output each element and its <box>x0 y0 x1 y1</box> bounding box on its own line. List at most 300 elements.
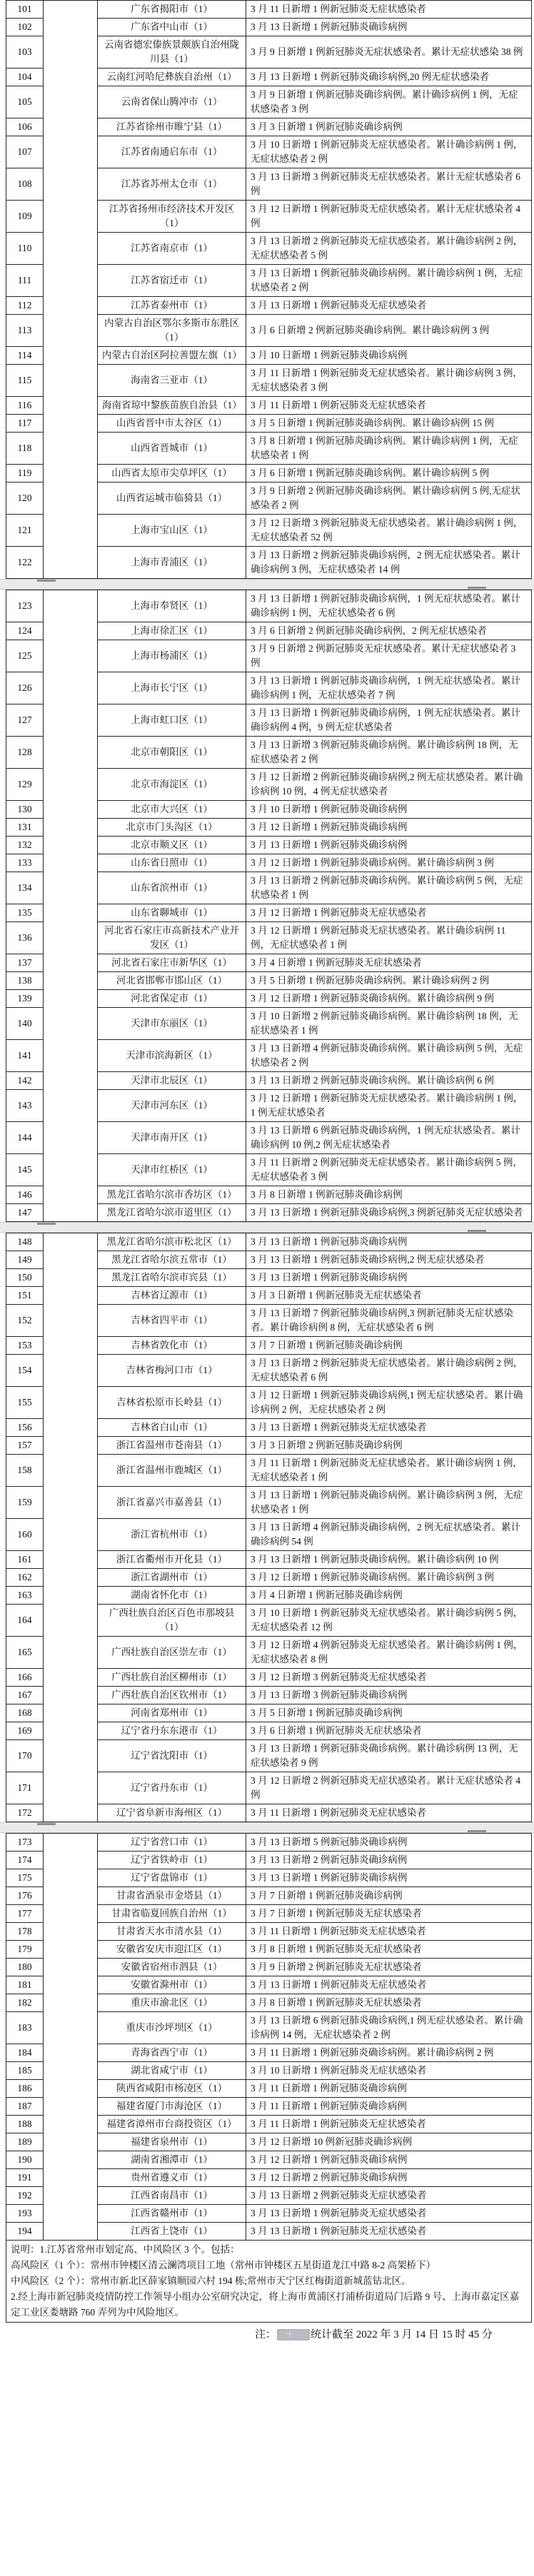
row-number: 122 <box>6 547 44 579</box>
case-description-cell: 3 月 11 日新增 1 例新冠肺炎无症状感染者 <box>246 2116 532 2133</box>
row-number: 177 <box>6 1905 44 1923</box>
region-cell: 安徽省宿州市泗县（1） <box>98 1959 246 1976</box>
region-cell: 北京市顺义区（1） <box>98 837 246 854</box>
region-cell: 辽宁省丹东东港市（1） <box>98 1722 246 1740</box>
row-number: 168 <box>6 1704 44 1722</box>
case-description-cell: 3 月 7 日新增 1 例新冠肺炎确诊病例 <box>246 1337 532 1355</box>
case-description-cell: 3 月 12 日新增 1 例新冠肺炎无症状感染者。累计无症状感染者 4 例 <box>246 201 532 233</box>
page-break-tick-right <box>468 587 486 589</box>
row-number: 137 <box>6 954 44 972</box>
row-number: 187 <box>6 2098 44 2116</box>
row-number: 185 <box>6 2062 44 2080</box>
region-cell: 辽宁省营口市（1） <box>98 1834 246 1852</box>
row-number: 182 <box>6 1994 44 2012</box>
region-cell: 云南省保山腾冲市（1） <box>98 86 246 118</box>
case-description-cell: 3 月 13 日新增 1 例新冠肺炎无症状感染者 <box>246 2223 532 2241</box>
case-description-cell: 3 月 5 日新增 1 例新冠肺炎确诊病例。累计确诊病例 15 例 <box>246 415 532 433</box>
case-description-cell: 3 月 9 日新增 1 例新冠肺炎无症状感染者。累计无症状感染 38 例 <box>246 36 532 69</box>
case-description-cell: 3 月 13 日新增 1 例新冠肺炎确诊病例。累计确诊病例 3 例，无症状感染者 1 例 <box>246 1487 532 1519</box>
region-cell: 黑龙江省哈尔滨五常市（1） <box>98 1251 246 1269</box>
region-cell: 上海市徐汇区（1） <box>98 622 246 640</box>
region-cell: 上海市杨浦区（1） <box>98 640 246 672</box>
row-number: 192 <box>6 2187 44 2205</box>
row-number: 164 <box>6 1605 44 1637</box>
row-number: 134 <box>6 872 44 904</box>
case-description-cell: 3 月 13 日新增 2 例新冠肺炎确诊病例。累计确诊病例 5 例，无症状感染者 1 例 <box>246 872 532 904</box>
region-cell: 浙江省衢州市开化县（1） <box>98 1551 246 1569</box>
region-cell: 河北省石家庄市新华区（1） <box>98 954 246 972</box>
case-description-cell: 3 月 13 日新增 1 例新冠肺炎确诊病例,2 例无症状感染者 <box>246 1251 532 1269</box>
region-cell: 河北省石家庄市高新技术产业开发区（1） <box>98 922 246 954</box>
case-description-cell: 3 月 9 日新增 2 例新冠肺炎无症状感染者。累计无症状感染者 3 例 <box>246 640 532 672</box>
case-description-cell: 3 月 13 日新增 1 例新冠肺炎无症状感染者 <box>246 297 532 315</box>
region-cell: 内蒙古自治区鄂尔多斯市东胜区（1） <box>98 315 246 347</box>
region-cell: 上海市长宁区（1） <box>98 672 246 704</box>
row-number: 190 <box>6 2151 44 2169</box>
case-description-cell: 3 月 12 日新增 2 例新冠肺炎确诊病例 <box>246 2169 532 2187</box>
row-number: 109 <box>6 201 44 233</box>
group-spacer-cell <box>44 1 98 579</box>
case-description-cell: 3 月 12 日新增 3 例新冠肺炎无症状感染者 <box>246 1669 532 1687</box>
row-number: 114 <box>6 347 44 365</box>
region-cell: 天津市东丽区（1） <box>98 1008 246 1040</box>
group-spacer-cell <box>44 1834 98 2241</box>
row-number: 132 <box>6 837 44 854</box>
case-description-cell: 3 月 13 日新增 3 例新冠肺炎确诊病例 <box>246 1687 532 1704</box>
region-cell: 云南省德宏傣族景颇族自治州陇川县（1） <box>98 36 246 69</box>
group-spacer-cell <box>44 1233 98 1822</box>
case-description-cell: 3 月 13 日新增 1 例新冠肺炎无症状感染者 <box>246 2205 532 2223</box>
case-description-cell: 3 月 4 日新增 1 例新冠肺炎无症状感染者 <box>246 954 532 972</box>
region-cell: 黑龙江省哈尔滨市松北区（1） <box>98 1233 246 1251</box>
redaction-patch <box>277 2329 310 2340</box>
case-description-cell: 3 月 12 日新增 10 例新冠肺炎确诊病例 <box>246 2133 532 2151</box>
region-cell: 江苏省南京市（1） <box>98 233 246 265</box>
case-description-cell: 3 月 12 日新增 1 例新冠肺炎确诊病例。累计确诊病例 9 例 <box>246 990 532 1008</box>
case-description-cell: 3 月 13 日新增 3 例新冠肺炎无症状感染者。累计无症状感染者 6 例 <box>246 168 532 201</box>
region-cell: 福建省厦门市海沧区（1） <box>98 2098 246 2116</box>
region-cell: 海南省琼中黎族苗族自治县（1） <box>98 397 246 415</box>
case-description-cell: 3 月 12 日新增 1 例新冠肺炎确诊病例 <box>246 819 532 837</box>
row-number: 127 <box>6 704 44 737</box>
row-number: 145 <box>6 1154 44 1186</box>
case-description-cell: 3 月 7 日新增 1 例新冠肺炎无症状感染者 <box>246 1905 532 1923</box>
row-number: 188 <box>6 2116 44 2133</box>
region-cell: 辽宁省丹东市（1） <box>98 1772 246 1804</box>
row-number: 146 <box>6 1186 44 1204</box>
region-cell: 陕西省咸阳市杨凌区（1） <box>98 2080 246 2098</box>
case-description-cell: 3 月 13 日新增 5 例新冠肺炎确诊病例 <box>246 1834 532 1852</box>
region-cell: 江苏省苏州太仓市（1） <box>98 168 246 201</box>
region-cell: 海南省三亚市（1） <box>98 365 246 397</box>
row-number: 103 <box>6 36 44 69</box>
case-description-cell: 3 月 11 日新增 1 例新冠肺炎无症状感染者 <box>246 397 532 415</box>
row-number: 158 <box>6 1455 44 1487</box>
region-cell: 北京市海淀区（1） <box>98 769 246 801</box>
case-description-cell: 3 月 13 日新增 7 例新冠肺炎确诊病例,3 例新冠肺炎无症状感染者。累计确诊病例 8 例，无症状感染者 6 例 <box>246 1305 532 1337</box>
region-cell: 江苏省南通启东市（1） <box>98 136 246 168</box>
cases-table-section-2 <box>6 590 532 1222</box>
region-cell: 山西省晋城市（1） <box>98 433 246 465</box>
region-cell: 广西壮族自治区柳州市（1） <box>98 1669 246 1687</box>
row-number: 131 <box>6 819 44 837</box>
case-description-cell: 3 月 9 日新增 2 例新冠肺炎确诊病例。累计确诊病例 5 例,无症状感染者 2 例 <box>246 483 532 515</box>
row-number: 155 <box>6 1387 44 1419</box>
case-description-cell: 3 月 13 日新增 2 例新冠肺炎无症状感染者。累计确诊病例 2 例，无症状感染者 5 例 <box>246 233 532 265</box>
region-cell: 青海省西宁市（1） <box>98 2044 246 2062</box>
region-cell: 甘肃省天水市清水县（1） <box>98 1923 246 1941</box>
explanation-notes <box>6 2241 532 2323</box>
row-number: 120 <box>6 483 44 515</box>
case-description-cell: 3 月 8 日新增 1 例新冠肺炎确诊病例 <box>246 1186 532 1204</box>
region-cell: 河南省郑州市（1） <box>98 1704 246 1722</box>
row-number: 162 <box>6 1569 44 1587</box>
row-number: 153 <box>6 1337 44 1355</box>
region-cell: 江苏省宿迁市（1） <box>98 265 246 297</box>
case-description-cell: 3 月 10 日新增 2 例新冠肺炎确诊病例。累计确诊病例 18 例，无症状感染者 1 例 <box>246 1008 532 1040</box>
case-description-cell: 3 月 12 日新增 2 例新冠肺炎无症状感染者。累计无症状感染者 4 例 <box>246 1772 532 1804</box>
row-number: 163 <box>6 1587 44 1605</box>
case-description-cell: 3 月 13 日新增 1 例新冠肺炎确诊病例,3 例新冠肺炎无症状感染者 <box>246 1204 532 1222</box>
page-break-tick-left <box>37 1223 56 1225</box>
case-description-cell: 3 月 12 日新增 1 例新冠肺炎确诊病例,1 例无症状感染者。累计确诊病例 2 例，无症状感染者 2 例 <box>246 1387 532 1419</box>
row-number: 165 <box>6 1637 44 1669</box>
case-description-cell: 3 月 6 日新增 2 例新冠肺炎确诊病例。累计确诊病例 3 例 <box>246 315 532 347</box>
region-cell: 浙江省温州市鹿城区（1） <box>98 1455 246 1487</box>
region-cell: 辽宁省沈阳市（1） <box>98 1740 246 1772</box>
region-cell: 浙江省嘉兴市嘉善县（1） <box>98 1487 246 1519</box>
row-number: 144 <box>6 1122 44 1154</box>
case-description-cell: 3 月 11 日新增 1 例新冠肺炎无症状感染者 <box>246 1 532 19</box>
region-cell: 山东省日照市（1） <box>98 854 246 872</box>
region-cell: 重庆市沙坪坝区（1） <box>98 2012 246 2044</box>
row-number: 138 <box>6 972 44 990</box>
case-description-cell: 3 月 13 日新增 1 例新冠肺炎确诊病例 <box>246 19 532 36</box>
row-number: 174 <box>6 1852 44 1869</box>
case-description-cell: 3 月 7 日新增 1 例新冠肺炎确诊病例 <box>246 1887 532 1905</box>
region-cell: 山西省晋中市太谷区（1） <box>98 415 246 433</box>
row-number: 151 <box>6 1287 44 1305</box>
case-description-cell: 3 月 11 日新增 1 例新冠肺炎无症状感染者。累计确诊病例 1 例，无症状感染者 1 例 <box>246 1455 532 1487</box>
case-description-cell: 3 月 13 日新增 2 例新冠肺炎确诊病例 <box>246 1852 532 1869</box>
case-description-cell: 3 月 11 日新增 1 例新冠肺炎无症状感染者 <box>246 1923 532 1941</box>
row-number: 111 <box>6 265 44 297</box>
case-description-cell: 3 月 13 日新增 1 例新冠肺炎无症状感染者 <box>246 1976 532 1994</box>
case-description-cell: 3 月 10 日新增 1 例新冠肺炎确诊病例 <box>246 347 532 365</box>
row-number: 171 <box>6 1772 44 1804</box>
row-number: 152 <box>6 1305 44 1337</box>
region-cell: 吉林省辽源市（1） <box>98 1287 246 1305</box>
case-description-cell: 3 月 12 日新增 1 例新冠肺炎无症状感染者 <box>246 904 532 922</box>
row-number: 121 <box>6 515 44 547</box>
case-description-cell: 3 月 8 日新增 1 例新冠肺炎无症状感染者 <box>246 1941 532 1959</box>
region-cell: 天津市北辰区（1） <box>98 1072 246 1090</box>
case-description-cell: 3 月 13 日新增 1 例新冠肺炎确诊病例。累计确诊病例 10 例 <box>246 1551 532 1569</box>
row-number: 189 <box>6 2133 44 2151</box>
row-number: 129 <box>6 769 44 801</box>
region-cell: 辽宁省盘锦市（1） <box>98 1869 246 1887</box>
row-number: 176 <box>6 1887 44 1905</box>
case-description-cell: 3 月 10 日新增 1 例新冠肺炎无症状感染者。累计确诊病例 5 例，无症状感染者 12 例 <box>246 1605 532 1637</box>
table-row <box>6 1834 532 1852</box>
case-description-cell: 3 月 13 日新增 1 例新冠肺炎确诊病例，1 例无症状感染者。累计确诊病例 1 例，无症状感染者 6 例 <box>246 590 532 622</box>
case-description-cell: 3 月 13 日新增 1 例新冠肺炎确诊病例 <box>246 1869 532 1887</box>
case-description-cell: 3 月 10 日新增 1 例新冠肺炎确诊病例 <box>246 801 532 819</box>
case-description-cell: 3 月 12 日新增 1 例新冠肺炎确诊病例。累计确诊病例 3 例 <box>246 1569 532 1587</box>
region-cell: 江苏省泰州市（1） <box>98 297 246 315</box>
region-cell: 湖北省咸宁市（1） <box>98 2062 246 2080</box>
row-number: 133 <box>6 854 44 872</box>
case-description-cell: 3 月 13 日新增 1 例新冠肺炎确诊病例。累计确诊病例 13 例，无症状感染者 9 例 <box>246 1740 532 1772</box>
row-number: 184 <box>6 2044 44 2062</box>
region-cell: 北京市大兴区（1） <box>98 801 246 819</box>
case-description-cell: 3 月 13 日新增 1 例新冠肺炎确诊病例。累计确诊病例 1 例，无症状感染者 2 例 <box>246 265 532 297</box>
case-description-cell: 3 月 11 日新增 2 例新冠肺炎无症状感染者。累计确诊病例 5 例，无症状感染者 3 例 <box>246 1154 532 1186</box>
cases-table-section-1 <box>6 0 532 579</box>
row-number: 118 <box>6 433 44 465</box>
row-number: 166 <box>6 1669 44 1687</box>
region-cell: 上海市青浦区（1） <box>98 547 246 579</box>
row-number: 167 <box>6 1687 44 1704</box>
table-row <box>6 1233 532 1251</box>
region-cell: 吉林省敦化市（1） <box>98 1337 246 1355</box>
case-description-cell: 3 月 13 日新增 1 例新冠肺炎确诊病例 <box>246 837 532 854</box>
case-description-cell: 3 月 11 日新增 1 例新冠肺炎确诊病例 <box>246 2080 532 2098</box>
note-line: 2.经上海市新冠肺炎疫情防控工作领导小组办公室研究决定，将上海市黄浦区打浦桥街道局门后路 9 号、上海市嘉定区嘉定工业区娄塘路 760 弄列为中风险地区。 <box>11 2291 520 2318</box>
case-description-cell: 3 月 12 日新增 3 例新冠肺炎无症状感染者。累计确诊病例 1 例，无症状感染者 52 例 <box>246 515 532 547</box>
row-number: 191 <box>6 2169 44 2187</box>
region-cell: 广东省中山市（1） <box>98 19 246 36</box>
row-number: 126 <box>6 672 44 704</box>
region-cell: 安徽省滁州市（1） <box>98 1976 246 1994</box>
note-line: 高风险区（1 个）：常州市钟楼区清云澜湾项目工地（常州市钟楼区五星街道龙江中路 8-2 高架桥下） <box>11 2260 436 2271</box>
case-description-cell: 3 月 13 日新增 6 例新冠肺炎确诊病例,1 例无症状感染者。累计确诊病例 14 例，无症状感染者 2 例 <box>246 2012 532 2044</box>
region-cell: 内蒙古自治区阿拉善盟左旗（1） <box>98 347 246 365</box>
row-number: 175 <box>6 1869 44 1887</box>
group-spacer-cell <box>44 590 98 1222</box>
case-description-cell: 3 月 6 日新增 1 例新冠肺炎确诊病例。累计确诊病例 5 例 <box>246 465 532 483</box>
row-number: 159 <box>6 1487 44 1519</box>
row-number: 180 <box>6 1959 44 1976</box>
case-description-cell: 3 月 5 日新增 1 例新冠肺炎确诊病例 <box>246 1704 532 1722</box>
note-prefix: 注： <box>254 2329 276 2340</box>
row-number: 130 <box>6 801 44 819</box>
row-number: 101 <box>6 1 44 19</box>
page-break-tick-right <box>468 1830 486 1832</box>
region-cell: 江苏省徐州市睢宁县（1） <box>98 118 246 136</box>
region-cell: 黑龙江省哈尔滨市香坊区（1） <box>98 1186 246 1204</box>
page-break-gap <box>0 1222 534 1233</box>
region-cell: 山西省运城市临猗县（1） <box>98 483 246 515</box>
case-description-cell: 3 月 11 日新增 1 例新冠肺炎确诊病例。累计确诊病例 2 例 <box>246 2044 532 2062</box>
region-cell: 江西省南昌市（1） <box>98 2187 246 2205</box>
region-cell: 福建省漳州市台商投资区（1） <box>98 2116 246 2133</box>
cases-table-section-3 <box>6 1233 532 1822</box>
row-number: 193 <box>6 2205 44 2223</box>
case-description-cell: 3 月 12 日新增 1 例新冠肺炎确诊病例 <box>246 2151 532 2169</box>
page-break-gap <box>0 1822 534 1833</box>
notes-row <box>6 2241 532 2323</box>
row-number: 143 <box>6 1090 44 1122</box>
case-description-cell: 3 月 8 日新增 1 例新冠肺炎无症状感染者 <box>246 1994 532 2012</box>
case-description-cell: 3 月 13 日新增 4 例新冠肺炎确诊病例。累计确诊病例 5 例，无症状感染者 2 例 <box>246 1040 532 1072</box>
region-cell: 吉林省松原市长岭县（1） <box>98 1387 246 1419</box>
case-description-cell: 3 月 13 日新增 1 例新冠肺炎确诊病例，1 例无症状感染者。累计确诊病例 1 例，无症状感染者 7 例 <box>246 672 532 704</box>
region-cell: 上海市奉贤区（1） <box>98 590 246 622</box>
case-description-cell: 3 月 13 日新增 2 例新冠肺炎无症状感染者 <box>246 2187 532 2205</box>
row-number: 194 <box>6 2223 44 2241</box>
row-number: 149 <box>6 1251 44 1269</box>
case-description-cell: 3 月 10 日新增 1 例新冠肺炎无症状感染者 <box>246 2062 532 2080</box>
case-description-cell: 3 月 13 日新增 1 例新冠肺炎无症状感染者 <box>246 1419 532 1437</box>
region-cell: 甘肃省临夏回族自治州（1） <box>98 1905 246 1923</box>
row-number: 124 <box>6 622 44 640</box>
row-number: 140 <box>6 1008 44 1040</box>
row-number: 108 <box>6 168 44 201</box>
case-description-cell: 3 月 10 日新增 1 例新冠肺炎无症状感染者。累计确诊病例 1 例，无症状感染者 2 例 <box>246 136 532 168</box>
region-cell: 山西省太原市尖草坪区（1） <box>98 465 246 483</box>
region-cell: 河北省邯郸市邯山区（1） <box>98 972 246 990</box>
region-cell: 天津市河东区（1） <box>98 1090 246 1122</box>
region-cell: 广西壮族自治区钦州市（1） <box>98 1687 246 1704</box>
case-description-cell: 3 月 11 日新增 1 例新冠肺炎确诊病例 <box>246 2098 532 2116</box>
note-line: 中风险区（2 个）：常州市新北区薛家镇顺园六村 194 栋;常州市天宁区红梅街道新城蓝钻北区。 <box>11 2276 411 2286</box>
case-description-cell: 3 月 11 日新增 1 例新冠肺炎无症状感染者 <box>246 1804 532 1822</box>
row-number: 115 <box>6 365 44 397</box>
case-description-cell: 3 月 13 日新增 2 例新冠肺炎无症状感染者。累计确诊病例 2 例，无症状感染者 6 例 <box>246 1355 532 1387</box>
row-number: 123 <box>6 590 44 622</box>
case-description-cell: 3 月 8 日新增 1 例新冠肺炎确诊病例。累计确诊病例 1 例，无症状感染者 1 例 <box>246 433 532 465</box>
case-description-cell: 3 月 13 日新增 1 例新冠肺炎确诊病例 <box>246 1269 532 1287</box>
row-number: 141 <box>6 1040 44 1072</box>
row-number: 169 <box>6 1722 44 1740</box>
case-description-cell: 3 月 5 日新增 1 例新冠肺炎确诊病例。累计确诊病例 2 例 <box>246 972 532 990</box>
region-cell: 重庆市渝北区（1） <box>98 1994 246 2012</box>
case-description-cell: 3 月 12 日新增 4 例新冠肺炎无症状感染者。累计确诊病例 1 例，无症状感染者 8 例 <box>246 1637 532 1669</box>
row-number: 154 <box>6 1355 44 1387</box>
region-cell: 上海市虹口区（1） <box>98 704 246 737</box>
region-cell: 江西省上饶市（1） <box>98 2223 246 2241</box>
case-description-cell: 3 月 13 日新增 1 例新冠肺炎确诊病例,20 例无症状感染者 <box>246 69 532 86</box>
region-cell: 天津市滨海新区（1） <box>98 1040 246 1072</box>
note-suffix: 统计截至 2022 年 3 月 14 日 15 时 45 分 <box>310 2329 493 2340</box>
region-cell: 北京市朝阳区（1） <box>98 737 246 769</box>
page-break-tick-left <box>37 1823 56 1825</box>
region-cell: 安徽省安庆市迎江区（1） <box>98 1941 246 1959</box>
row-number: 186 <box>6 2080 44 2098</box>
row-number: 183 <box>6 2012 44 2044</box>
region-cell: 河北省保定市（1） <box>98 990 246 1008</box>
row-number: 128 <box>6 737 44 769</box>
row-number: 136 <box>6 922 44 954</box>
case-description-cell: 3 月 13 日新增 2 例新冠肺炎确诊病例，2 例无症状感染者。累计确诊病例 3 例，无症状感染者 14 例 <box>246 547 532 579</box>
case-description-cell: 3 月 12 日新增 2 例新冠肺炎确诊病例,2 例无症状感染者。累计确诊病例 10 例，4 例无症状感染者 <box>246 769 532 801</box>
row-number: 150 <box>6 1269 44 1287</box>
row-number: 148 <box>6 1233 44 1251</box>
case-description-cell: 3 月 13 日新增 4 例新冠肺炎确诊病例，2 例无症状感染者。累计确诊病例 54 例 <box>246 1519 532 1551</box>
region-cell: 北京市门头沟区（1） <box>98 819 246 837</box>
region-cell: 湖南省湘潭市（1） <box>98 2151 246 2169</box>
row-number: 117 <box>6 415 44 433</box>
case-description-cell: 3 月 13 日新增 2 例新冠肺炎确诊病例。累计确诊病例 6 例 <box>246 1072 532 1090</box>
case-description-cell: 3 月 4 日新增 1 例新冠肺炎确诊病例 <box>246 1587 532 1605</box>
row-number: 105 <box>6 86 44 118</box>
row-number: 139 <box>6 990 44 1008</box>
cases-table-section-4 <box>6 1833 532 2323</box>
case-description-cell: 3 月 6 日新增 1 例新冠肺炎无症状感染者 <box>246 1722 532 1740</box>
statistics-cutoff-note <box>0 2327 493 2343</box>
row-number: 142 <box>6 1072 44 1090</box>
case-description-cell: 3 月 12 日新增 1 例新冠肺炎无症状感染者。累计确诊病例 1 例，1 例无症状感染者 <box>246 1090 532 1122</box>
table-row <box>6 590 532 622</box>
row-number: 147 <box>6 1204 44 1222</box>
region-cell: 江苏省扬州市经济技术开发区（1） <box>98 201 246 233</box>
region-cell: 天津市红桥区（1） <box>98 1154 246 1186</box>
row-number: 170 <box>6 1740 44 1772</box>
row-number: 173 <box>6 1834 44 1852</box>
region-cell: 浙江省湖州市（1） <box>98 1569 246 1587</box>
region-cell: 贵州省遵义市（1） <box>98 2169 246 2187</box>
region-cell: 福建省泉州市（1） <box>98 2133 246 2151</box>
row-number: 102 <box>6 19 44 36</box>
region-cell: 黑龙江省哈尔滨市宾县（1） <box>98 1269 246 1287</box>
row-number: 112 <box>6 297 44 315</box>
region-cell: 辽宁省阜新市海州区（1） <box>98 1804 246 1822</box>
case-description-cell: 3 月 13 日新增 3 例新冠肺炎确诊病例。累计确诊病例 18 例，无症状感染者 2 例 <box>246 737 532 769</box>
case-description-cell: 3 月 12 日新增 1 例新冠肺炎无症状感染者。累计确诊病例 11 例，无症状感染者 1 例 <box>246 922 532 954</box>
case-description-cell: 3 月 6 日新增 2 例新冠肺炎确诊病例，2 例无症状感染者 <box>246 622 532 640</box>
page-break-gap <box>0 579 534 590</box>
row-number: 106 <box>6 118 44 136</box>
note-line: 说明：1.江苏省常州市划定高、中风险区 3 个。包括： <box>11 2244 240 2255</box>
row-number: 116 <box>6 397 44 415</box>
case-description-cell: 3 月 13 日新增 1 例新冠肺炎确诊病例，1 例无症状感染者。累计确诊病例 4 例，9 例无症状感染者 <box>246 704 532 737</box>
row-number: 157 <box>6 1437 44 1455</box>
row-number: 160 <box>6 1519 44 1551</box>
case-description-cell: 3 月 3 日新增 1 例新冠肺炎确诊病例 <box>246 118 532 136</box>
region-cell: 广西壮族自治区百色市那坡县（1） <box>98 1605 246 1637</box>
table-row <box>6 1 532 19</box>
row-number: 156 <box>6 1419 44 1437</box>
case-description-cell: 3 月 11 日新增 1 例新冠肺炎无症状感染者。累计确诊病例 3 例，无症状感染者 3 例 <box>246 365 532 397</box>
row-number: 104 <box>6 69 44 86</box>
region-cell: 天津市南开区（1） <box>98 1122 246 1154</box>
region-cell: 吉林省四平市（1） <box>98 1305 246 1337</box>
page-break-tick-left <box>37 580 56 582</box>
row-number: 178 <box>6 1923 44 1941</box>
page-break-tick-right <box>468 1230 486 1232</box>
case-description-cell: 3 月 9 日新增 1 例新冠肺炎确诊病例。累计确诊病例 1 例，无症状感染者 3 例 <box>246 86 532 118</box>
region-cell: 山东省聊城市（1） <box>98 904 246 922</box>
row-number: 107 <box>6 136 44 168</box>
row-number: 113 <box>6 315 44 347</box>
region-cell: 吉林省梅河口市（1） <box>98 1355 246 1387</box>
region-cell: 甘肃省酒泉市金塔县（1） <box>98 1887 246 1905</box>
row-number: 161 <box>6 1551 44 1569</box>
region-cell: 黑龙江省哈尔滨市道里区（1） <box>98 1204 246 1222</box>
row-number: 135 <box>6 904 44 922</box>
region-cell: 江西省赣州市（1） <box>98 2205 246 2223</box>
case-description-cell: 3 月 12 日新增 1 例新冠肺炎确诊病例。累计确诊病例 3 例 <box>246 854 532 872</box>
row-number: 125 <box>6 640 44 672</box>
region-cell: 广西壮族自治区崇左市（1） <box>98 1637 246 1669</box>
region-cell: 浙江省温州市苍南县（1） <box>98 1437 246 1455</box>
region-cell: 山东省滨州市（1） <box>98 872 246 904</box>
case-description-cell: 3 月 13 日新增 1 例新冠肺炎确诊病例 <box>246 1233 532 1251</box>
region-cell: 广东省揭阳市（1） <box>98 1 246 19</box>
case-description-cell: 3 月 9 日新增 2 例新冠肺炎无症状感染者 <box>246 1959 532 1976</box>
region-cell: 上海市宝山区（1） <box>98 515 246 547</box>
